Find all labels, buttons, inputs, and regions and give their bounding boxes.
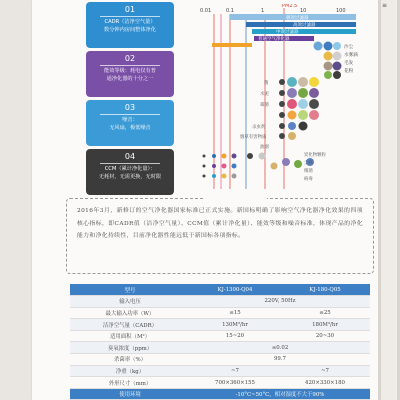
particle-dot bbox=[279, 133, 285, 139]
table-header-cell: KJ-180-Q05 bbox=[280, 284, 370, 296]
right-label: 毛发 bbox=[344, 61, 354, 66]
particle-dot bbox=[279, 79, 285, 85]
table-row: 输入电压 220V, 50Hz bbox=[70, 296, 370, 308]
row-label: 杀虫剂 bbox=[252, 125, 266, 130]
table-footer-row: 使用环境 -10°C~50°C，相对湿度不大于90% bbox=[70, 388, 370, 400]
particle-dot bbox=[309, 99, 319, 109]
table-header-row bbox=[70, 284, 370, 296]
particle-dot bbox=[287, 77, 297, 87]
particle-dot bbox=[314, 42, 323, 51]
card-text: 无耗材，无需更换，无时限 bbox=[98, 174, 162, 180]
scale-tick: 0.1 bbox=[226, 8, 234, 14]
particle-dot bbox=[288, 111, 297, 120]
feature-card-noise bbox=[86, 100, 174, 146]
row-label: 水泥 bbox=[260, 92, 269, 97]
table-row: 臭氧浓度（ppm） ≤0.02 bbox=[70, 342, 370, 354]
scale-tick: 0.01 bbox=[200, 8, 212, 14]
card-text: CCM（累计净化量）： bbox=[104, 166, 156, 172]
table-row: 净重（kg） ~7 ~7 bbox=[70, 365, 370, 377]
right-label: 水雾滴 bbox=[344, 53, 358, 58]
pm25-label: PM2.5 bbox=[282, 4, 298, 9]
table-header-cell: KJ-1300-Q04 bbox=[190, 284, 280, 296]
particle-dot bbox=[298, 110, 308, 120]
particle-dot bbox=[287, 88, 297, 98]
particle-dot bbox=[309, 88, 319, 98]
particle-dot bbox=[298, 99, 308, 109]
particle-dot bbox=[324, 71, 332, 79]
bottom-label: 细菌 bbox=[304, 169, 313, 174]
particle-size-chart bbox=[190, 4, 370, 194]
particle-dot bbox=[333, 71, 341, 79]
card-number: 03 bbox=[124, 103, 136, 112]
bar-ozone bbox=[212, 43, 252, 47]
table-row: 外形尺寸（mm） 700×360×155 420×330×180 bbox=[70, 377, 370, 389]
right-label: 沙尘 bbox=[344, 45, 354, 50]
table-row: 适用面积（M²） 15~20 20~30 bbox=[70, 330, 370, 342]
card-number: 04 bbox=[124, 152, 136, 161]
card-number: 01 bbox=[124, 5, 136, 14]
bottom-label: 炭化物颗粒 bbox=[304, 153, 326, 158]
scale-tick: 10 bbox=[300, 8, 307, 14]
feature-card-cadr bbox=[86, 2, 174, 48]
bottom-label: 病毒 bbox=[304, 177, 313, 182]
particle-dot bbox=[333, 62, 342, 71]
particle-dot bbox=[324, 62, 333, 71]
bar-label: 高效过滤器 bbox=[293, 23, 316, 28]
table-row: 最大输入功率（W） ≤15 ≤25 bbox=[70, 307, 370, 319]
particle-dot bbox=[288, 132, 296, 140]
table-row: 洁净空气量（CADR） 130M³/hr 180M³/hr bbox=[70, 319, 370, 331]
right-label: 花粉 bbox=[344, 69, 354, 74]
particle-dot bbox=[333, 52, 342, 61]
particle-dot bbox=[324, 52, 333, 61]
row-label: 霉菌 bbox=[260, 103, 269, 108]
particle-dot bbox=[279, 112, 285, 118]
bottom-label: 尘螨 bbox=[304, 161, 313, 166]
particle-dot bbox=[324, 42, 333, 51]
intro-paragraph: 2016年3月，新修订的空气净化器国家标准已正式实施。新国标明确了影响空气净化器净化效果的四项核心指标，即CADR值（洁净空气量）、CCM值（累计净化量）、能效等级和噪音标准，体现产品的净化能力和净化持续性，目前净化器性能远低于新国标各项指标。 bbox=[77, 208, 363, 239]
row-label: 菌 bbox=[264, 81, 269, 86]
card-text: 噪音： bbox=[122, 117, 138, 123]
particle-dot bbox=[287, 99, 297, 109]
table-header-cell: 型号 bbox=[70, 284, 190, 296]
feature-cards bbox=[86, 2, 174, 198]
feature-card-ccm bbox=[86, 149, 174, 195]
particle-dot bbox=[333, 42, 341, 50]
particle-dot bbox=[299, 122, 308, 131]
scale-tick: 100 bbox=[336, 8, 346, 14]
standard-intro-box bbox=[66, 198, 374, 274]
particle-dot bbox=[288, 122, 296, 130]
bar-label: 普通空气净化器 bbox=[258, 37, 290, 42]
row-label: 烟草有害物质 bbox=[240, 135, 267, 140]
particle-dot bbox=[279, 101, 285, 107]
particle-dot bbox=[309, 77, 319, 87]
particle-dot bbox=[298, 88, 308, 98]
card-text: 能效等级：耗电仅有普 bbox=[104, 68, 156, 74]
card-text: 通净化器的十分之一 bbox=[106, 76, 154, 82]
particle-dot bbox=[279, 90, 285, 96]
bar-label: 中效过滤器 bbox=[276, 30, 299, 35]
card-text: CADR（洁净空气量） bbox=[104, 19, 156, 25]
particle-dot bbox=[279, 123, 285, 129]
row-label: 油烟 bbox=[260, 145, 269, 150]
spec-table bbox=[70, 284, 370, 400]
table-row: 杀菌率（%） 99.7 bbox=[70, 354, 370, 366]
particle-chart-svg bbox=[190, 4, 370, 194]
page-edge bbox=[378, 0, 400, 400]
scale-tick: 1 bbox=[261, 8, 265, 14]
card-number: 02 bbox=[124, 54, 136, 63]
card-text: 数分钟内房间整体净化 bbox=[104, 27, 156, 33]
particle-dot bbox=[309, 110, 319, 120]
feature-card-energy bbox=[86, 51, 174, 97]
card-text: 无风扇，极低噪音 bbox=[109, 125, 151, 131]
particle-dot bbox=[298, 77, 308, 87]
page-tab-mark: ≡ bbox=[382, 2, 388, 9]
bar-medium-filter bbox=[252, 29, 356, 34]
bar-label: 极效过滤器 bbox=[286, 16, 309, 21]
